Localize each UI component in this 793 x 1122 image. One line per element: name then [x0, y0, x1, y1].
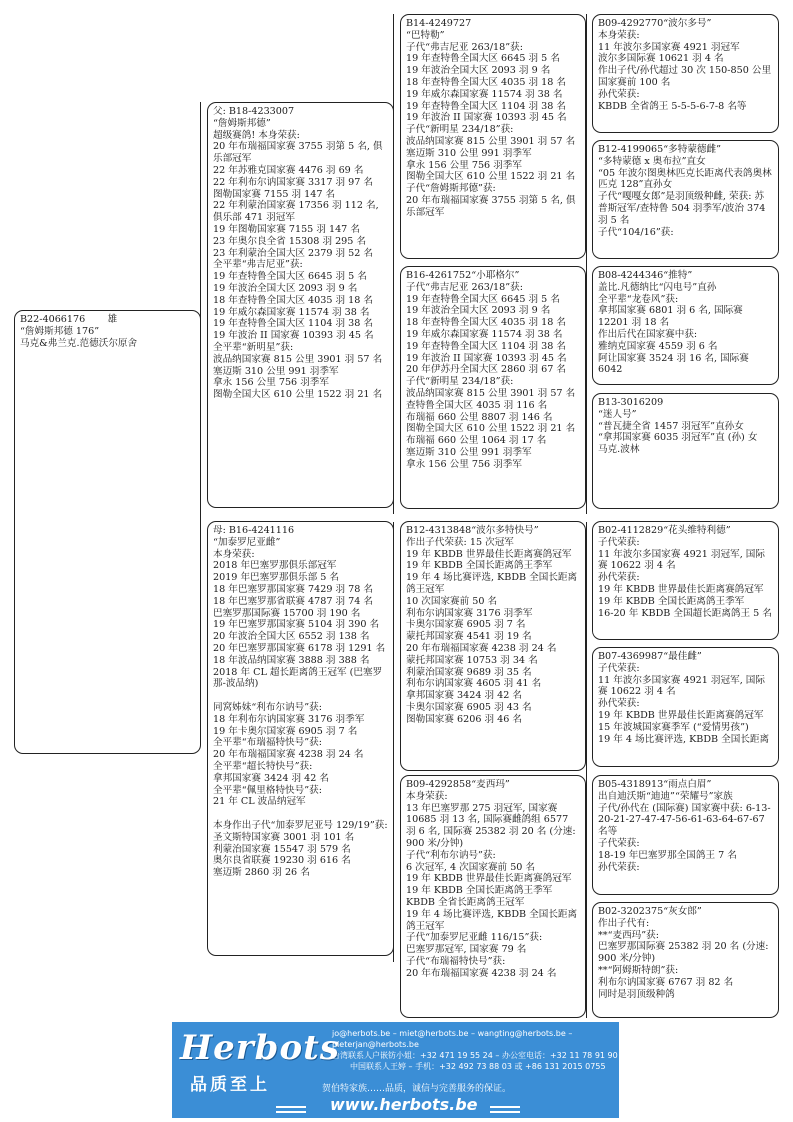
- pedigree-line: 19 年波治全国大区 2093 羽 9 名: [406, 65, 551, 77]
- pedigree-line: 巴塞罗那国际赛 15700 羽 190 名: [213, 607, 361, 619]
- pedigree-line: 10 次国家赛前 50 名: [406, 595, 498, 607]
- subject-box: [14, 310, 201, 754]
- pigeon-ring-number: B22-4066176 雄: [20, 314, 118, 325]
- pedigree-line: 2018 年 CL 超长距离鸽王冠军 (巴塞罗那-波品纳): [213, 666, 383, 690]
- pedigree-line: 波品纳国家赛 815 公里 3901 羽 57 名: [406, 135, 576, 147]
- pedigree-line: 19 年查特鲁全国大区 6645 羽 5 名: [406, 293, 560, 305]
- herbots-banner: [172, 1022, 619, 1118]
- sds-box: [592, 266, 779, 385]
- pedigree-line: 子代荣获:: [598, 662, 640, 674]
- connector: [586, 522, 587, 1018]
- pedigree-line: 子代“弗吉尼亚 263/18”获:: [406, 281, 523, 293]
- pedigree-line: 22 年利布尔讷国家赛 3317 羽 97 名: [213, 176, 374, 188]
- pedigree-line: 18 年巴塞罗那国家赛 7429 羽 78 名: [213, 583, 374, 595]
- pedigree-line: “迷人号”: [598, 408, 637, 420]
- pedigree-line: 利布尔讷国家赛 6767 羽 82 名: [598, 976, 734, 988]
- pedigree-line: 本身荣获:: [598, 29, 640, 41]
- banner-tagline: 贺伯特家族……品质，诚信与完善服务的保证。: [322, 1084, 512, 1094]
- pedigree-line: 19 年威尔森国家赛 11574 羽 38 名: [406, 328, 563, 340]
- pigeon-ring-number: B14-4249727: [406, 18, 472, 29]
- pedigree-line: 11 年波尔多国家赛 4921 羽冠军: [598, 41, 740, 53]
- pedigree-line: 子代“加泰罗尼亚雌 116/15”获:: [406, 932, 543, 944]
- pedigree-line: 波品纳国家赛 815 公里 3901 羽 57 名: [406, 387, 576, 399]
- dam-box: [207, 521, 394, 956]
- pedigree-line: “詹姆斯邦德 176”: [20, 325, 100, 337]
- pedigree-line: 19 年 4 场比赛评选, KBDB 全国长距离: [598, 733, 770, 745]
- pedigree-line: 18 年查特鲁全国大区 4035 羽 18 名: [406, 76, 567, 88]
- pedigree-line: 20 年巴塞罗那国家赛 6178 羽 1291 名: [213, 642, 386, 654]
- contact-emails: jo@herbots.be – miet@herbots.be – wangting@herbots.be – pieterjan@herbots.be: [332, 1029, 573, 1049]
- pedigree-line: 20 年布瑞福国家赛 4238 羽 24 名: [406, 967, 557, 979]
- pedigree-line: 雅纳克国家赛 4559 羽 6 名: [598, 340, 718, 352]
- pedigree-line: 19 年 KBDB 全国长距离鸽王季军: [598, 595, 745, 607]
- pedigree-line: 19 年查特鲁全国大区 6645 羽 5 名: [213, 271, 367, 283]
- pedigree-line: 作出子代有:: [598, 917, 650, 929]
- pedigree-line: 6 次冠军, 4 次国家赛前 50 名: [406, 861, 536, 873]
- website-link[interactable]: www.herbots.be: [330, 1095, 478, 1114]
- pedigree-line: 19 年 KBDB 世界最佳长距离赛鸽冠军: [598, 709, 764, 721]
- pedigree-line: 查特鲁全国大区 4035 羽 116 名: [406, 399, 548, 411]
- pigeon-ring-number: 母: B16-4241116: [213, 525, 295, 536]
- pedigree-line: 利布尔讷国家赛 4605 羽 41 名: [406, 678, 542, 690]
- pigeon-ring-number: B12-4199065“多特蒙德雌”: [598, 144, 722, 155]
- pedigree-line: 子代“新明星 234/18”获:: [406, 376, 514, 388]
- pedigree-line: 子代“利布尔讷号”获:: [406, 849, 496, 861]
- pigeon-ring-number: B02-3202375“灰女郎”: [598, 906, 702, 917]
- pedigree-line: 20 年布瑞福国家赛 4238 羽 24 名: [406, 642, 557, 654]
- pedigree-line: 全平辈“布瑞福特快号”获:: [213, 737, 322, 749]
- pedigree-line: 18 年查特鲁全国大区 4035 羽 18 名: [406, 317, 567, 329]
- pedigree-line: 全平辈“龙卷风”获:: [598, 293, 679, 305]
- pedigree-line: 19 年图勒国家赛 7155 羽 147 名: [213, 223, 360, 235]
- pedigree-line: 20 年布瑞福国家赛 3755 羽第 5 名, 俱乐部冠军: [213, 141, 383, 165]
- pedigree-line: 马克&弗兰克.范德沃尔原舍: [20, 337, 138, 349]
- pedigree-line: 马克.波林: [598, 444, 640, 456]
- pedigree-line: 拿邦国家赛 3424 羽 42 名: [406, 690, 522, 702]
- dss-box: [592, 521, 779, 640]
- pedigree-line: [213, 690, 388, 702]
- pedigree-line: 子代“詹姆斯邦德”获:: [406, 183, 496, 195]
- pedigree-line: 图勒全国大区 610 公里 1522 羽 21 名: [406, 171, 576, 183]
- pedigree-line: 20 年布瑞福国家赛 4238 羽 24 名: [213, 749, 364, 761]
- pedigree-line: 巴塞罗那冠军, 国家赛 79 名: [406, 944, 527, 956]
- pedigree-line: 盖比.凡德纳比“闪电号”直孙: [598, 281, 717, 293]
- pedigree-line: **“阿姆斯特朗”获:: [598, 964, 679, 976]
- pedigree-line: 19 年查特鲁全国大区 1104 羽 38 名: [406, 340, 567, 352]
- pedigree-line: 20 年布瑞福国家赛 3755 羽第 5 名, 俱乐部冠军: [406, 194, 576, 218]
- pedigree-line: 全平辈“佩里格特快号”获:: [213, 784, 322, 796]
- pedigree-line: “普瓦捷全省 1457 羽冠军”直孙女: [598, 420, 744, 432]
- pedigree-line: 图勒国家赛 6206 羽 46 名: [406, 713, 522, 725]
- pedigree-line: 全平辈“新明星”获:: [213, 341, 294, 353]
- decorative-dash: [276, 1106, 306, 1108]
- pedigree-line: 22 年苏雅克国家赛 4476 羽 69 名: [213, 164, 364, 176]
- pigeon-ring-number: B09-4292770“波尔多号”: [598, 18, 712, 29]
- pedigree-line: “拿邦国家赛 6035 羽冠军”直 (孙) 女: [598, 432, 758, 444]
- pedigree-line: 19 年 KBDB 世界最佳长距离赛鸽冠军: [406, 548, 572, 560]
- contact-china: 中国联系人王婷 – 手机：+32 492 73 88 03 或 +86 131 2015 0755: [350, 1062, 606, 1071]
- pedigree-line: 子代/孙代在 (国际赛) 国家赛中获: 6-13-20-21-27-47-47-56-61-63-64-67-67 名等: [598, 802, 771, 838]
- pedigree-line: 同时是羽顶级种鸽: [598, 988, 675, 1000]
- pedigree-line: 奥尔良省联赛 19230 羽 616 名: [213, 855, 351, 867]
- pedigree-line: 19 年查特鲁全国大区 1104 羽 38 名: [213, 318, 374, 330]
- pedigree-line: 超级赛鸽! 本身荣获:: [213, 129, 300, 141]
- pedigree-line: 本身荣获:: [213, 548, 255, 560]
- ddd-box: [592, 902, 779, 1018]
- pedigree-line: 本身作出子代“加泰罗尼亚号 129/19”获:: [213, 819, 388, 831]
- pedigree-line: 作出后代在国家赛中获:: [598, 328, 698, 340]
- pedigree-line: 19 年查特鲁全国大区 6645 羽 5 名: [406, 53, 560, 65]
- pedigree-line: 塞迈斯 310 公里 991 羽季军: [406, 446, 532, 458]
- pedigree-line: 拿永 156 公里 756 羽季军: [406, 458, 522, 470]
- pedigree-line: 16-20 年 KBDB 全国超长距离鸽王 5 名: [598, 607, 772, 619]
- pedigree-line: “多特蒙德 x 奥布拉”直女: [598, 155, 706, 167]
- pigeon-ring-number: B09-4292858“麦西玛”: [406, 779, 510, 790]
- pedigree-line: 18-19 年巴塞罗那全国鸽王 7 名: [598, 849, 737, 861]
- pedigree-line: 塞迈斯 310 公里 991 羽季军: [213, 365, 339, 377]
- pedigree-line: 11 年波尔多国家赛 4921 羽冠军, 国际赛 10622 羽 4 名: [598, 548, 765, 572]
- pedigree-line: 卡奥尔国家赛 6905 羽 43 名: [406, 701, 532, 713]
- pedigree-line: 孙代荣获:: [598, 572, 640, 584]
- pedigree-line: 圣文斯特国家赛 3001 羽 101 名: [213, 831, 355, 843]
- pedigree-line: 19 年 KBDB 全国长距离鸽王季军: [406, 560, 553, 572]
- pedigree-line: 作出子代/孙代超过 30 次 150-850 公里国家赛前 100 名: [598, 65, 772, 88]
- pedigree-line: 利蒙治国家赛 9689 羽 35 名: [406, 666, 532, 678]
- pedigree-line: “05 年波尔图奥林匹克长距离代表鸽奥林匹克 128”直孙女: [598, 167, 772, 191]
- pedigree-line: 18 年查特鲁全国大区 4035 羽 18 名: [213, 294, 374, 306]
- pedigree-line: 19 年卡奥尔国家赛 6905 羽 7 名: [213, 725, 358, 737]
- pedigree-line: 卡奥尔国家赛 6905 羽 7 名: [406, 619, 526, 631]
- pedigree-line: 19 年巴塞罗那国家赛 5104 羽 390 名: [213, 619, 380, 631]
- banner-slogan: 品质至上: [190, 1075, 270, 1095]
- sdd-box: [592, 393, 779, 509]
- pedigree-line: 19 年波治 II 国家赛 10393 羽 45 名: [406, 112, 567, 124]
- pedigree-line: 蒙托邦国家赛 10753 羽 34 名: [406, 654, 538, 666]
- pedigree-line: 22 年利蒙治国家赛 17356 羽 112 名, 俱乐部 471 羽冠军: [213, 200, 379, 224]
- pedigree-line: 19 年威尔森国家赛 11574 羽 38 名: [406, 88, 563, 100]
- pedigree-line: 塞迈斯 2860 羽 26 名: [213, 867, 310, 879]
- pedigree-line: 拿邦国家赛 6801 羽 6 名, 国际赛 12201 羽 18 名: [598, 305, 743, 329]
- pigeon-ring-number: B13-3016209: [598, 397, 664, 408]
- pedigree-line: 孙代荣获:: [598, 698, 640, 710]
- pedigree-line: 19 年 4 场比赛评选, KBDB 全国长距离鸽王冠军: [406, 908, 578, 932]
- pedigree-line: 19 年 KBDB 全国长距离鸽王季军: [406, 885, 553, 897]
- pedigree-line: “加泰罗尼亚雌”: [213, 536, 281, 548]
- pedigree-line: 波尔多国际赛 10621 羽 4 名: [598, 53, 724, 65]
- pedigree-line: 利布尔讷国家赛 3176 羽季军: [406, 607, 533, 619]
- pigeon-ring-number: 父: B18-4233007: [213, 106, 295, 117]
- pedigree-line: 子代荣获:: [598, 536, 640, 548]
- pedigree-line: 利蒙治国家赛 15547 羽 579 名: [213, 843, 351, 855]
- pedigree-line: 图勒全国大区 610 公里 1522 羽 21 名: [406, 423, 576, 435]
- pedigree-line: 19 年威尔森国家赛 11574 羽 38 名: [213, 306, 370, 318]
- pedigree-line: 子代“新明星 234/18”获:: [406, 124, 514, 136]
- pedigree-line: 蒙托邦国家赛 4541 羽 19 名: [406, 631, 532, 643]
- dam-dam-box: [400, 775, 586, 1018]
- pedigree-line: 全平辈“超长特快号”获:: [213, 760, 313, 772]
- decorative-dash: [276, 1111, 306, 1113]
- pedigree-line: [213, 808, 388, 820]
- pedigree-line: 巴塞罗那国际赛 25382 羽 20 名 (分速: 900 米/分钟): [598, 941, 769, 965]
- pedigree-line: 阿让国家赛 3524 羽 16 名, 国际赛 6042: [598, 352, 749, 376]
- decorative-dash: [490, 1111, 520, 1113]
- pedigree-line: 19 年波治全国大区 2093 羽 9 名: [406, 305, 551, 317]
- pedigree-line: 拿永 156 公里 756 羽季军: [213, 377, 329, 389]
- pedigree-line: 18 年巴塞罗那省联赛 4787 羽 74 名: [213, 595, 374, 607]
- pedigree-line: 拿邦国家赛 3424 羽 42 名: [213, 772, 329, 784]
- pedigree-line: 19 年 KBDB 世界最佳长距离赛鸽冠军: [406, 873, 572, 885]
- pedigree-line: 子代“嘎嘎女郎”是羽顶级种雌, 荣获: 苏普斯冠军/查特鲁 504 羽季军/波治 374 羽 5 名: [598, 191, 766, 226]
- pedigree-line: **“麦西玛”获:: [598, 929, 660, 941]
- pedigree-line: 21 年 CL 波品纳冠军: [213, 796, 306, 808]
- pedigree-line: 图勒国家赛 7155 羽 147 名: [213, 188, 336, 200]
- pigeon-ring-number: B05-4318913“雨点白眉”: [598, 779, 712, 790]
- pigeon-ring-number: B12-4313848“波尔多特快号”: [406, 525, 539, 536]
- pedigree-line: 19 年 KBDB 世界最佳长距离赛鸽冠军: [598, 583, 764, 595]
- sire-sire-box: [400, 14, 586, 259]
- pigeon-ring-number: B16-4261752“小耶格尔”: [406, 270, 520, 281]
- pedigree-line: 19 年波治 II 国家赛 10393 羽 45 名: [406, 352, 567, 364]
- pedigree-line: 23 年奥尔良全省 15308 羽 295 名: [213, 235, 367, 247]
- sire-box: [207, 102, 394, 508]
- pedigree-line: 拿永 156 公里 756 羽季军: [406, 159, 522, 171]
- dsd-box: [592, 647, 779, 767]
- pedigree-line: 19 年 4 场比赛评选, KBDB 全国长距离鸽王冠军: [406, 572, 578, 595]
- decorative-dash: [490, 1106, 520, 1108]
- pedigree-line: “巴特勒”: [406, 29, 445, 41]
- connector: [586, 14, 587, 514]
- pedigree-line: 全平辈“弗吉尼亚”获:: [213, 259, 303, 271]
- pedigree-line: 波品纳国家赛 815 公里 3901 羽 57 名: [213, 353, 383, 365]
- pedigree-line: 作出子代荣获: 15 次冠军: [406, 536, 514, 548]
- pedigree-line: 子代“104/16”获:: [598, 226, 674, 238]
- sire-dam-box: [400, 266, 586, 509]
- pedigree-line: 孙代荣获:: [598, 861, 640, 873]
- pedigree-line: 子代“弗吉尼亚 263/18”获:: [406, 41, 523, 53]
- dam-sire-box: [400, 521, 586, 771]
- pedigree-line: 布瑞福 660 公里 1064 羽 17 名: [406, 435, 547, 447]
- pedigree-line: KBDB 全省长距离鸽王冠军: [406, 896, 525, 908]
- pedigree-line: 18 年利布尔讷国家赛 3176 羽季军: [213, 713, 365, 725]
- pedigree-line: 本身荣获:: [406, 790, 448, 802]
- pedigree-line: 同窝姊妹“利布尔讷号”获:: [213, 701, 322, 713]
- pedigree-line: 11 年波尔多国家赛 4921 羽冠军, 国际赛 10622 羽 4 名: [598, 674, 765, 698]
- pigeon-ring-number: B08-4244346“推特”: [598, 270, 693, 281]
- herbots-logo: Herbots: [180, 1028, 340, 1068]
- pedigree-line: 20 年波治全国大区 6552 羽 138 名: [213, 631, 370, 643]
- pedigree-line: 23 年利蒙治全国大区 2379 羽 52 名: [213, 247, 374, 259]
- ssd-box: [592, 140, 779, 259]
- pedigree-line: 布瑞福 660 公里 8807 羽 146 名: [406, 411, 553, 423]
- banner-contact: [292, 1028, 619, 1072]
- pedigree-line: 20 年伊苏丹全国大区 2860 羽 67 名: [406, 364, 567, 376]
- pedigree-line: 塞迈斯 310 公里 991 羽季军: [406, 147, 532, 159]
- pedigree-line: 图勒全国大区 610 公里 1522 羽 21 名: [213, 389, 383, 401]
- pigeon-ring-number: B07-4369987“最佳雌”: [598, 651, 702, 662]
- pedigree-line: 子代“布瑞福特快号”获:: [406, 955, 506, 967]
- pedigree-line: 子代荣获:: [598, 837, 640, 849]
- pedigree-line: 15 年波城国家赛季军 (“爱情男孩”): [598, 721, 749, 733]
- pedigree-line: 2019 年巴塞罗那俱乐部 5 名: [213, 572, 340, 584]
- pedigree-line: “詹姆斯邦德”: [213, 117, 271, 129]
- pedigree-line: 18 年波品纳国家赛 3888 羽 388 名: [213, 654, 370, 666]
- pigeon-ring-number: B02-4112829“花头维特利德”: [598, 525, 731, 536]
- dds-box: [592, 775, 779, 895]
- pedigree-line: 13 年巴塞罗那 275 羽冠军, 国家赛 10685 羽 13 名, 国际赛雌鸽组 6577 羽 6 名, 国际赛 25382 羽 20 名 (分速: 900 米/分钟): [406, 802, 576, 849]
- pedigree-line: 19 年查特鲁全国大区 1104 羽 38 名: [406, 100, 567, 112]
- pedigree-line: 出自迪沃斯“迪迪”“荣耀号”家族: [598, 790, 733, 802]
- contact-taiwan: 台湾联系人户嵌钫小姐：+32 471 19 55 24 – 办公室电话：+32 11 78 91 90: [332, 1051, 618, 1060]
- pedigree-line: 2018 年巴塞罗那俱乐部冠军: [213, 560, 337, 572]
- pedigree-line: KBDB 全省鸽王 5-5-5-6-7-8 名等: [598, 100, 747, 112]
- sss-box: [592, 14, 779, 133]
- pedigree-line: 19 年波治 II 国家赛 10393 羽 45 名: [213, 330, 374, 342]
- pedigree-line: 孙代荣获:: [598, 88, 640, 100]
- pedigree-line: 19 年波治全国大区 2093 羽 9 名: [213, 282, 358, 294]
